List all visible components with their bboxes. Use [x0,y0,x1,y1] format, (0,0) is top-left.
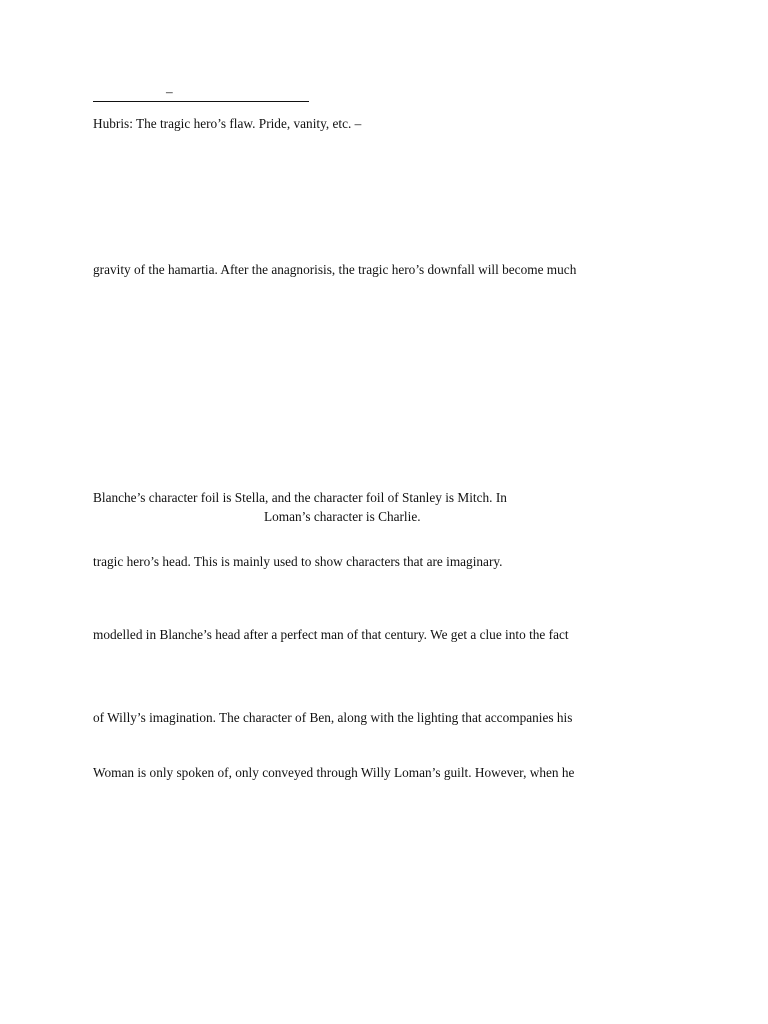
title-dash: – [166,84,173,99]
text-line-willy-imagination: of Willy’s imagination. The character of Ben, along with the lighting that accompanies his [93,710,573,725]
text-line-woman: Woman is only spoken of, only conveyed through Willy Loman’s guilt. However, when he [93,765,575,780]
blank-title-underline [93,101,309,102]
text-line-character-foil: Blanche’s character foil is Stella, and the character foil of Stanley is Mitch. In [93,490,507,505]
text-line-modelled: modelled in Blanche’s head after a perfect man of that century. We get a clue into the fact [93,627,569,642]
text-line-tragic-head: tragic hero’s head. This is mainly used to show characters that are imaginary. [93,554,503,569]
text-line-hubris: Hubris: The tragic hero’s flaw. Pride, vanity, etc. – [93,116,362,131]
text-line-gravity: gravity of the hamartia. After the anagnorisis, the tragic hero’s downfall will become much [93,262,577,277]
text-line-loman-foil: Loman’s character is Charlie. [264,509,421,524]
